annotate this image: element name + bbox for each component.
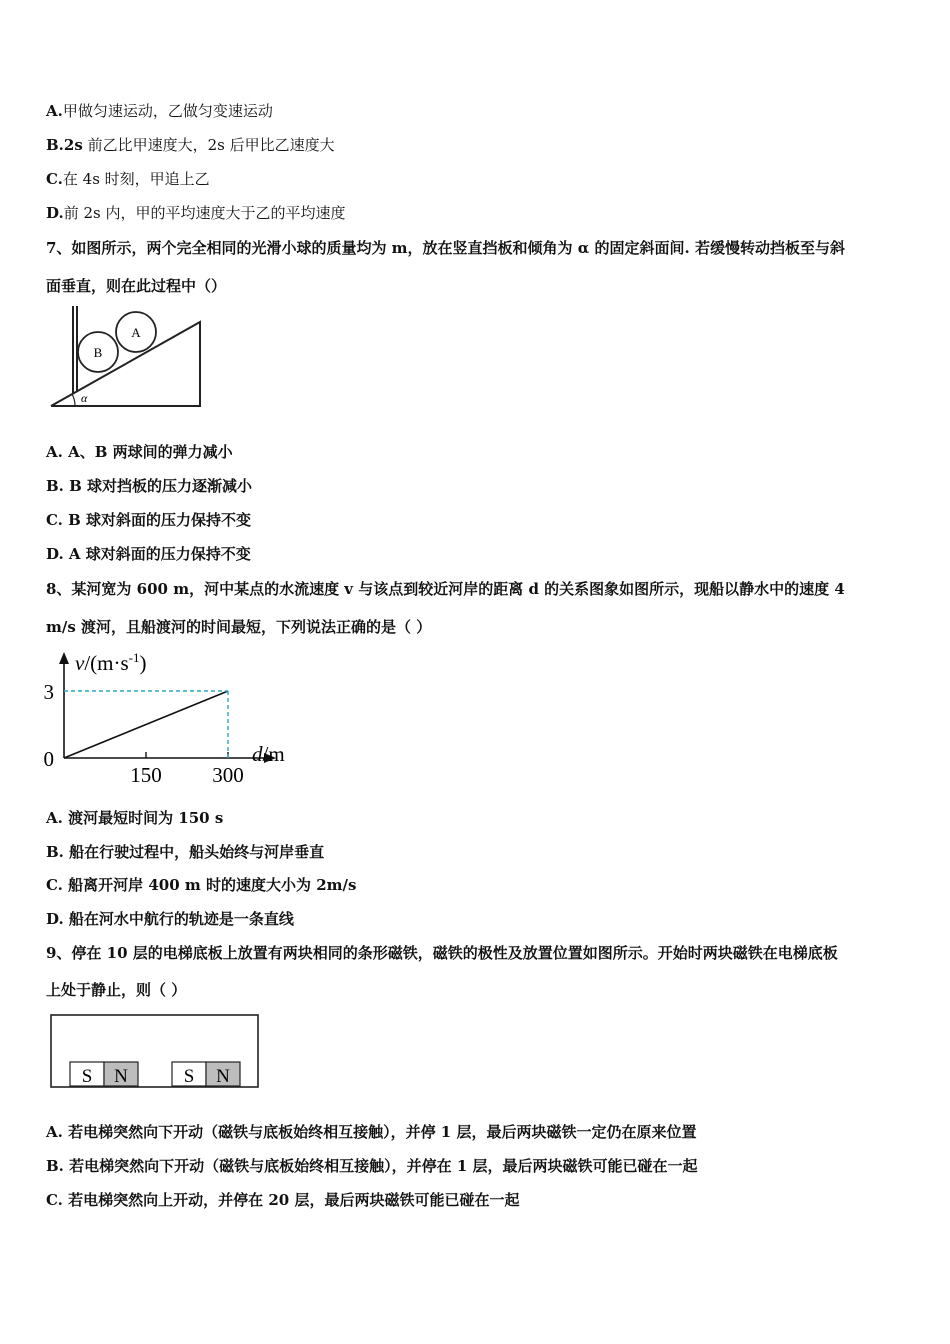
q6-option-a: A.甲做匀速运动，乙做匀变速运动 bbox=[46, 102, 273, 120]
ball-a-label: A bbox=[131, 325, 141, 340]
x-tick-label-150: 150 bbox=[130, 763, 162, 787]
q8-option-c: C. 船离开河岸 400 m 时的速度大小为 2m/s bbox=[46, 876, 357, 894]
q8-stem-line1: 8、某河宽为 600 m，河中某点的水流速度 v 与该点到较近河岸的距离 d 的关系图象如图所示，现船以静水中的速度 4 bbox=[46, 580, 845, 598]
q9-option-c: C. 若电梯突然向上开动，并停在 20 层，最后两块磁铁可能已碰在一起 bbox=[46, 1191, 520, 1209]
q8-stem-line2: m/s 渡河，且船渡河的时间最短，下列说法正确的是（ ） bbox=[46, 618, 432, 636]
q8-option-d: D. 船在河水中航行的轨迹是一条直线 bbox=[46, 910, 294, 928]
q9-stem-line1: 9、停在 10 层的电梯底板上放置有两块相同的条形磁铁，磁铁的极性及放置位置如图所示。开始时两块磁铁在电梯底板 bbox=[46, 944, 838, 962]
q6-option-b: B.2s 前乙比甲速度大，2s 后甲比乙速度大 bbox=[46, 136, 335, 154]
q9-option-a: A. 若电梯突然向下开动（磁铁与底板始终相互接触），并停 1 层，最后两块磁铁一定仍在原来位置 bbox=[46, 1123, 697, 1141]
q6-option-d: D.前 2s 内，甲的平均速度大于乙的平均速度 bbox=[46, 204, 346, 222]
magnet-1-s-label: S bbox=[81, 1066, 93, 1087]
origin-label: 0 bbox=[43, 747, 54, 771]
q8-option-b: B. 船在行驶过程中，船头始终与河岸垂直 bbox=[46, 843, 325, 861]
y-axis-arrow bbox=[59, 652, 69, 664]
x-axis-label: d/m bbox=[252, 742, 285, 766]
q7-option-b: B. B 球对挡板的压力逐渐减小 bbox=[46, 477, 253, 495]
magnet-2-s-label: S bbox=[183, 1066, 195, 1087]
q9-stem-line2: 上处于静止，则（ ） bbox=[46, 981, 187, 999]
magnet-2-n-label: N bbox=[216, 1066, 230, 1087]
q6-option-c: C.在 4s 时刻，甲追上乙 bbox=[46, 170, 210, 188]
series-line bbox=[64, 691, 228, 758]
y-tick-label-3: 3 bbox=[43, 680, 54, 704]
x-tick-label-300: 300 bbox=[212, 763, 244, 787]
q7-stem-line1: 7、如图所示，两个完全相同的光滑小球的质量均为 m，放在竖直挡板和倾角为 α 的固定斜面间. 若缓慢转动挡板至与斜 bbox=[46, 239, 845, 257]
q7-incline-figure bbox=[48, 302, 208, 412]
q8-velocity-chart bbox=[40, 644, 310, 789]
q9-option-b: B. 若电梯突然向下开动（磁铁与底板始终相互接触），并停在 1 层，最后两块磁铁可能已碰在一起 bbox=[46, 1157, 698, 1175]
angle-label: α bbox=[81, 391, 88, 405]
q9-elevator-figure bbox=[48, 1012, 263, 1092]
q7-option-a: A. A、B 两球间的弹力减小 bbox=[46, 443, 233, 461]
q7-stem-line2: 面垂直，则在此过程中（） bbox=[46, 277, 227, 295]
q7-option-d: D. A 球对斜面的压力保持不变 bbox=[46, 545, 251, 563]
ball-b-label: B bbox=[93, 345, 103, 360]
magnet-1-n-label: N bbox=[114, 1066, 128, 1087]
angle-arc bbox=[72, 394, 75, 406]
y-axis-label: $v/(m\cdot s^{-1})$ bbox=[75, 650, 147, 675]
q7-option-c: C. B 球对斜面的压力保持不变 bbox=[46, 511, 252, 529]
q8-option-a: A. 渡河最短时间为 150 s bbox=[46, 809, 224, 827]
